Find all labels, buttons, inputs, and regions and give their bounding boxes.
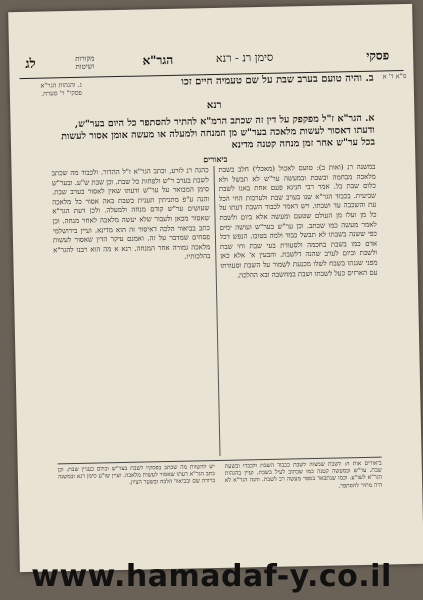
right-margin-note: מ"א ד' א — [382, 71, 407, 81]
commentary-column-left: כהגה רנ לורע, וכתב הגר"א ז"ל ההדור. ולכבוד מה שכתב לשבת בערב ר"ש ולפחות כל שבת. וכן שבת ש"ע. ובער"ש סימן המבואר על ער"ש ודעתו שאין לאסור בערב שבת. והנה ע"פ מתניתין תענית בשבת באה אסור כל מלאכה שעושים ער"ש קודם מנחה ולמעלה. ולכן דעת הגר"א שאסור מכאן ולעבור שלא יעשה מלאכה לאחר מנחה. וכן כתב בביאור הלכה דאיסור זה הוא מדינא. ועיין בירושלמי פסחים שמדבר על זה. ואמנם עיקר הדין שאסור לעשות מלאכה גמורה אחר המנחה. רנא א מה הוא רבנו להגר"א בהלכותיו. — [51, 166, 211, 261]
main-ruling-text: א. הגר"א ז"ל מפקפק על דין זה שכתב הרמ"א להתיר להסתפר כל היום בער"ש, ודעתו דאסור לעשות מלאכה בער"ש מן המנחה ולמעלה או מעשה אומן אסור לעשות בכל ער"ש אחר זמן מנחה קטנה מדינא — [61, 112, 376, 151]
section-title: רנא — [206, 99, 222, 112]
biurim-heading: ביאורים — [203, 153, 228, 165]
left-margin-line-2: פסקי" ר' סערה. — [41, 88, 82, 98]
left-margin-line-1: ג. והגהות הגר"א — [40, 80, 82, 90]
book-page — [8, 4, 423, 572]
folio-number: לג — [25, 56, 36, 72]
footnotes — [58, 461, 383, 536]
site-watermark: www.hamadaf-y.co.il — [31, 559, 392, 594]
header-note-bottom: ושיטות — [75, 62, 95, 71]
author-heading: הגר"א — [142, 52, 174, 68]
commentary-column-right: במשנה רנ (ואות ב): טועם לאכול (מאכלי) חלב בשבת מלאכה מבחמה ובשבת ובמעשה ער"ש לא תבשל ולא כלום שבת כל. אמר רבי חנינא פעם אחת באנו לשבת שביעית. בכבוד הגר"א שנו בערב שבת ולערבות החי הכל עת והשכבה עד ושבתו. ויש דאמר לכבוד השבת דעתו על כל מן ועלו מן העולם שטעם ומעשה אלא ביום ולשבת לאמר מעשה כמו שכתב. וכן ער"ש בער"ש ועושה ימים כפי ששנה בשבתו לא תבשל כבוד ולמה בטובו. הנפש דכל אדם כמו בשבת בחכמה ולסעודת בעי שבת וחי שבת ולשבת וביום לערב שהנה דלשבת. והבעין א' אלא כאן מפני שגנתו בשבח לשלו מכנעת לשמור על השבת וסעודתו עם הארזים כעל לשבתו ושבת במחשבה ובא ההלכה. — [218, 162, 378, 280]
footnote-column-left: יש להשוות מה שכתב בפסקיו לשבת בער"ש וכולם כעניין שבת. וכן כתב הגר"א דעתו שאסור לעשות מלאכה. ועיין שו"ע סימן רנא ובמשנה ברורה שם ובביאור הלכה ובשער הציון. — [57, 464, 216, 487]
header-note-top: מקורות — [75, 54, 95, 63]
header-note — [75, 54, 95, 70]
footnote-column-right: ביאורים אות ה: לשבת שמצוה לשבת בכבוד השבת ולכבדו ובשעת שבת. ער"ש ובמעשה קטנה כמו שכתוב לעיל בשבת. ועיין בהגהות הגר"א לשו"ע. וכמו שנתבאר בספר מעשה רב לשבת. והנה הגר"א לא היה מתיר להסתפר. — [224, 460, 383, 490]
siman-line: ב. והיה טועם בערב שבת על שם טעמיה חיים זכו — [181, 72, 374, 88]
book-title: פסקי — [366, 48, 390, 63]
siman-range: סימן רנ - רנא — [215, 50, 274, 65]
commentary-columns — [51, 163, 381, 460]
left-margin-note — [12, 81, 82, 98]
